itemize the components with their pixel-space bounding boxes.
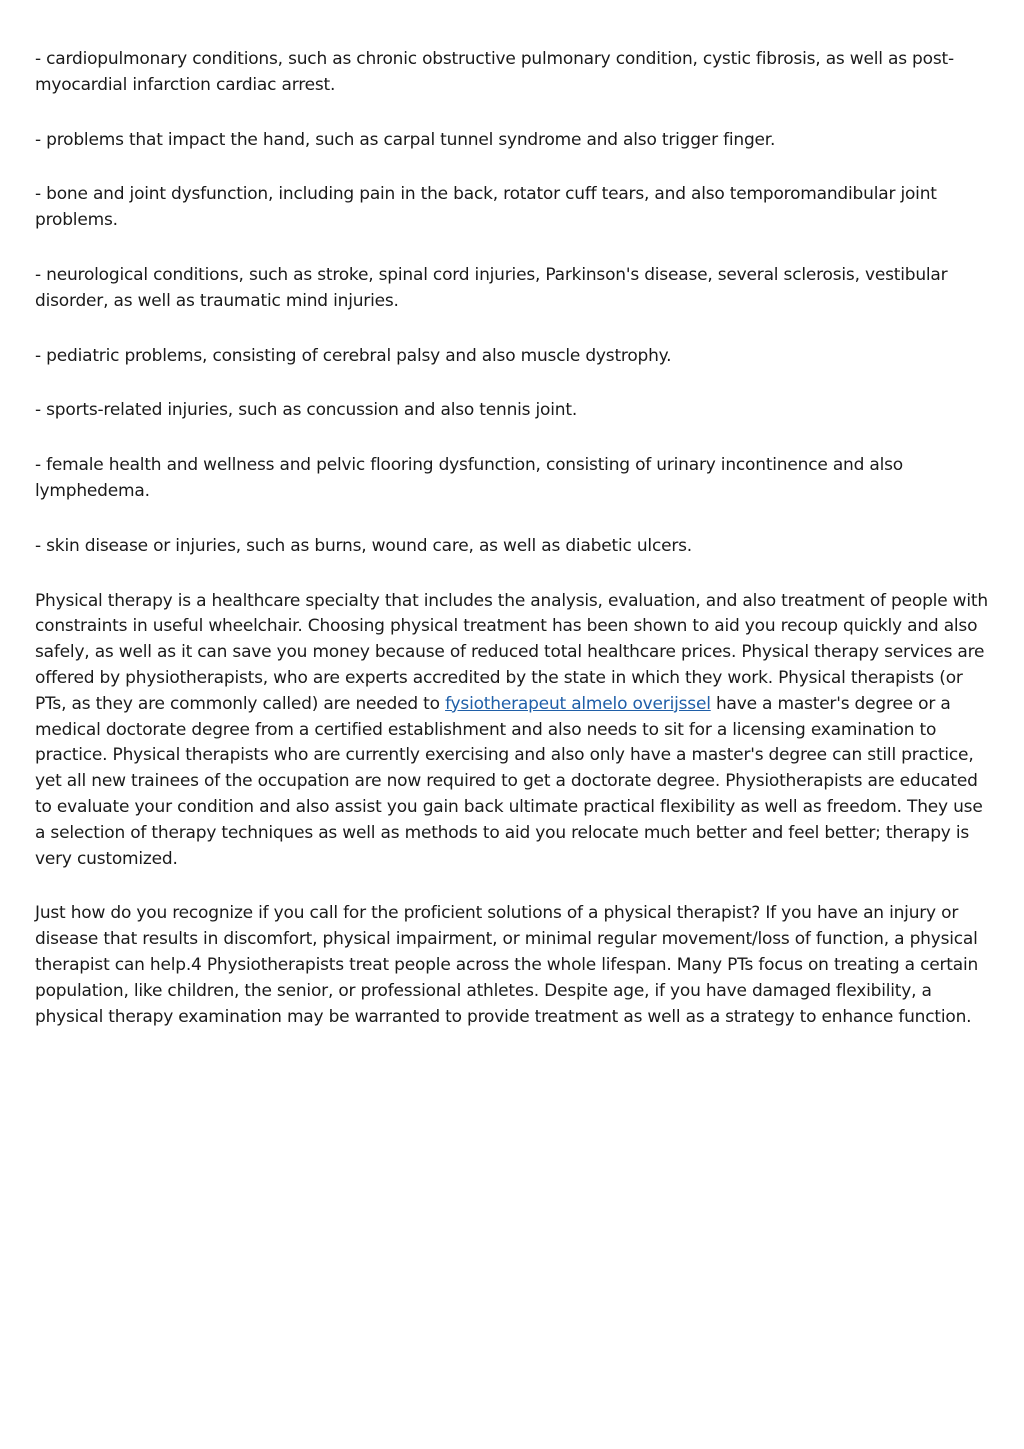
bullet-cardiopulmonary: - cardiopulmonary conditions, such as chronic obstructive pulmonary condition, cystic fibrosis, as well as post-myocardial infarction cardiac arrest. <box>35 49 954 95</box>
bullet-sports: - sports-related injuries, such as concussion and also tennis joint. <box>35 400 578 421</box>
paragraph-physical-therapy <box>35 589 993 873</box>
paragraph-recognize-need: Just how do you recognize if you call for the proficient solutions of a physical therapist? If you have an injury or disease that results in discomfort, physical impairment, or minimal regular movement/loss of function, a physical therapist can help.4 Physiotherapists treat people across the whole lifespan. Many PTs focus on treating a certain population, like children, the senior, or professional athletes. Despite age, if you have damaged flexibility, a physical therapy examination may be warranted to provide treatment as well as a strategy to enhance function. <box>35 903 979 1027</box>
bullet-neurological: - neurological conditions, such as stroke, spinal cord injuries, Parkinson's disease, several sclerosis, vestibular disorder, as well as traumatic mind injuries. <box>35 264 948 311</box>
fysiotherapeut-link[interactable]: fysiotherapeut almelo overijssel <box>445 693 711 714</box>
bullet-hand-problems: - problems that impact the hand, such as carpal tunnel syndrome and also trigger finger. <box>35 129 776 150</box>
bullet-skin: - skin disease or injuries, such as burns, wound care, as well as diabetic ulcers. <box>35 535 693 556</box>
bullet-pediatric: - pediatric problems, consisting of cerebral palsy and also muscle dystrophy. <box>35 345 672 366</box>
bullet-female-health: - female health and wellness and pelvic flooring dysfunction, consisting of urinary incontinence and also lymphedema. <box>35 455 904 501</box>
document-body <box>35 47 993 1059</box>
paragraph-text-before-link: Physical therapy is a healthcare specialty that includes the analysis, evaluation, and also treatment of people with constraints in useful wheelchair. Choosing physical treatment has been shown to aid you recoup quickly and also safely, as well as it can save you money because of reduced total healthcare prices. Physical therapy services are offered by physiotherapists, who are experts accredited by the state in which they work. Physical therapists (or PTs, as they are commonly called) are needed to <box>35 590 988 714</box>
paragraph-text-after-link: have a master's degree or a medical doctorate degree from a certified establishment and also needs to sit for a licensing examination to practice. Physical therapists who are currently exercising and also only have a master's degree can still practice, yet all new trainees of the occupation are now required to get a doctorate degree. Physiotherapists are educated to evaluate your condition and also assist you gain back ultimate practical flexibility as well as freedom. They use a selection of therapy techniques as well as methods to aid you relocate much better and feel better; therapy is very customized. <box>35 693 983 869</box>
bullet-bone-joint: - bone and joint dysfunction, including pain in the back, rotator cuff tears, and also temporomandibular joint problems. <box>35 184 937 231</box>
